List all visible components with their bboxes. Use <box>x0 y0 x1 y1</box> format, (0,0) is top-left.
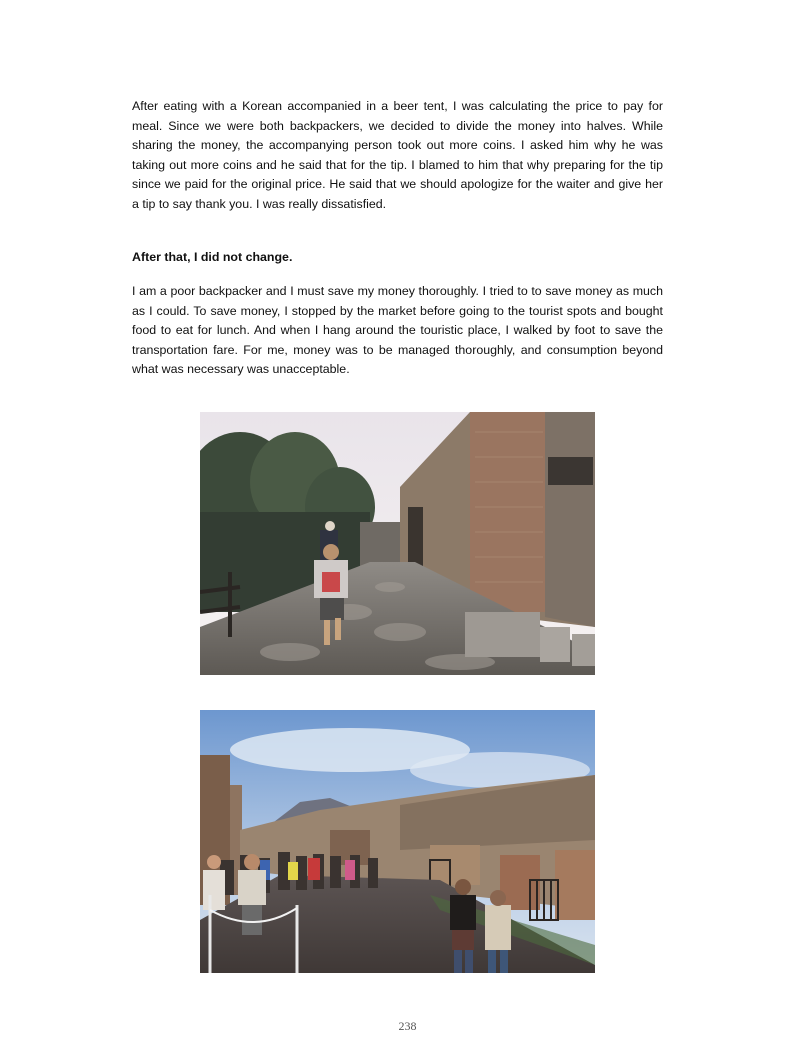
photo-crowded-ruins <box>200 710 595 973</box>
paragraph-poor-backpacker: I am a poor backpacker and I must save my money thoroughly. I tried to to save money as much as I could. To save money, I stopped by the market before going to the tourist spots and bought food to eat for lunch. And when I hang around the touristic place, I walked by foot to save the transportation fare. For me, money was to be managed thoroughly, and consumption beyond what was necessary was unacceptable. <box>132 284 663 377</box>
page-number: 238 <box>398 1019 417 1033</box>
paragraph-beer-tent: After eating with a Korean accompanied in a beer tent, I was calculating the price to pay for meal. Since we were both backpackers, we decided to divide the money into halves. While sharing the money, the accompanying person took out more coins. I asked him why he was taking out more coins and he said that for the tip. I blamed to him that why preparing for the tip since we paid for the original price. He said that we should apologize for the waiter and give her a tip to say thank you. I was really dissatisfied. <box>132 99 663 211</box>
photo-ancient-street-drawing <box>200 412 595 675</box>
section-heading: After that, I did not change. <box>132 250 293 264</box>
photo-ancient-street <box>200 412 595 675</box>
photo-crowded-ruins-drawing <box>200 710 595 973</box>
